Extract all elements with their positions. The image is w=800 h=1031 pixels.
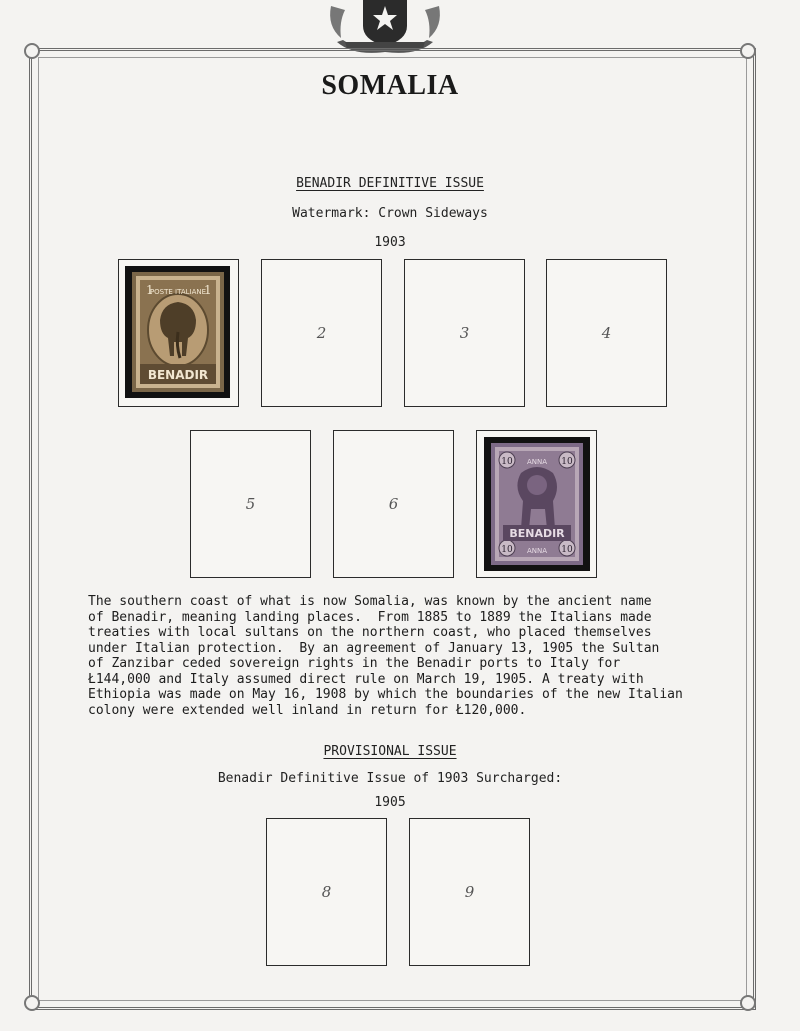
stamp-space-9[interactable] xyxy=(409,818,530,966)
space-number: 4 xyxy=(601,324,612,342)
stamp7-value-tl: 10 xyxy=(501,457,513,467)
space-number: 9 xyxy=(464,883,475,901)
stamp1-value-right: 1 xyxy=(204,283,212,297)
corner-ornament xyxy=(24,43,40,59)
stamp7-value-bl: 10 xyxy=(501,545,513,555)
watermark-note: Watermark: Crown Sideways xyxy=(292,206,488,221)
stamp7-currency-top: ANNA xyxy=(526,458,548,466)
history-paragraph: The southern coast of what is now Somalia, was known by the ancient name of Benadir, meaning landing places. From 1885 to 1889 the Italians made treaties with local sultans on the northern coast, who placed themselves under Italian protection. By an agreement of January 13, 1905 the Sultan of Zanzibar ceded sovereign rights in the Benadir ports to Italy for Ł144,000 and Italy assumed direct rule on March 19, 1905. A treaty with Ethiopia was made on May 16, 1908 by which the boundaries of the new Italian colony were extended well inland in return for Ł120,000. xyxy=(88,594,683,718)
section-title-provisional: PROVISIONAL ISSUE xyxy=(323,744,457,759)
corner-ornament xyxy=(740,995,756,1011)
space-number: 3 xyxy=(459,324,470,342)
space-number: 2 xyxy=(316,324,327,342)
corner-ornament xyxy=(740,43,756,59)
stamp1-value-left: 1 xyxy=(146,283,154,297)
corner-ornament xyxy=(24,995,40,1011)
stamp-space-8[interactable] xyxy=(266,818,387,966)
stamp7-value-br: 10 xyxy=(561,545,573,555)
stamp1-banner: POSTE ITALIANE xyxy=(149,288,207,296)
stamp7-name: BENADIR xyxy=(509,527,565,540)
surcharge-note: Benadir Definitive Issue of 1903 Surcharged: xyxy=(217,771,563,786)
stamp-space-4[interactable] xyxy=(546,259,667,407)
stamp7-currency-bottom: ANNA xyxy=(526,547,548,555)
stamp-space-6[interactable] xyxy=(333,430,454,578)
space-number: 8 xyxy=(321,883,332,901)
stamp-space-1[interactable] xyxy=(118,259,239,407)
issue-year-1905: 1905 xyxy=(374,795,406,810)
country-title: SOMALIA xyxy=(321,70,459,101)
lion-stamp-10-anna xyxy=(491,443,583,565)
stamp-space-3[interactable] xyxy=(404,259,525,407)
stamp7-value-tr: 10 xyxy=(561,457,573,467)
stamp-space-2[interactable] xyxy=(261,259,382,407)
issue-year-1903: 1903 xyxy=(374,235,406,250)
section-title-definitive: BENADIR DEFINITIVE ISSUE xyxy=(296,176,484,191)
elephant-stamp-1-anna xyxy=(132,272,224,392)
stamp-space-5[interactable] xyxy=(190,430,311,578)
space-number: 5 xyxy=(245,495,256,513)
stamp1-name: BENADIR xyxy=(147,368,209,382)
space-number: 6 xyxy=(388,495,399,513)
stamp-space-7[interactable] xyxy=(476,430,597,578)
